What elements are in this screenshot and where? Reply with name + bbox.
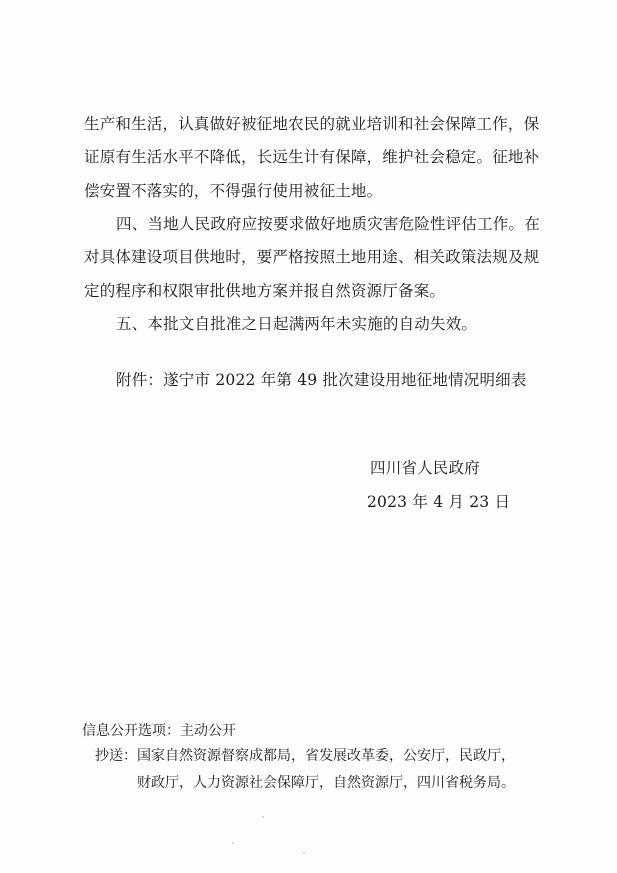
body-line-7: 五、本批文自批准之日起满两年未实施的自动失效。	[116, 315, 478, 333]
issue-date: 2023 年 4 月 23 日	[367, 493, 511, 511]
issuer-name: 四川省人民政府	[370, 459, 480, 477]
body-line-3: 偿安置不落实的，不得强行使用被征土地。	[84, 182, 383, 200]
body-line-6: 定的程序和权限审批供地方案并报自然资源厅备案。	[84, 282, 446, 300]
body-line-4: 四、当地人民政府应按要求做好地质灾害危险性评估工作。在	[116, 215, 540, 233]
scan-speck	[262, 816, 264, 818]
attachment-note: 附件：遂宁市 2022 年第 49 批次建设用地征地情况明细表	[116, 371, 527, 389]
cc-line-1: 抄送：国家自然资源督察成都局，省发展改革委，公安厅，民政厅，	[95, 748, 515, 764]
body-line-5: 对具体建设项目供地时，要严格按照土地用途、相关政策法规及规	[84, 248, 540, 266]
body-line-2: 证原有生活水平不降低，长远生计有保障，维护社会稳定。征地补	[84, 148, 540, 166]
disclosure-option: 信息公开选项：主动公开	[82, 723, 236, 739]
scan-speck	[303, 852, 305, 854]
cc-line-2: 财政厅，人力资源社会保障厅，自然资源厅，四川省税务局。	[137, 775, 515, 791]
scan-speck	[232, 842, 234, 844]
body-line-1: 生产和生活，认真做好被征地农民的就业培训和社会保障工作，保	[84, 115, 540, 133]
